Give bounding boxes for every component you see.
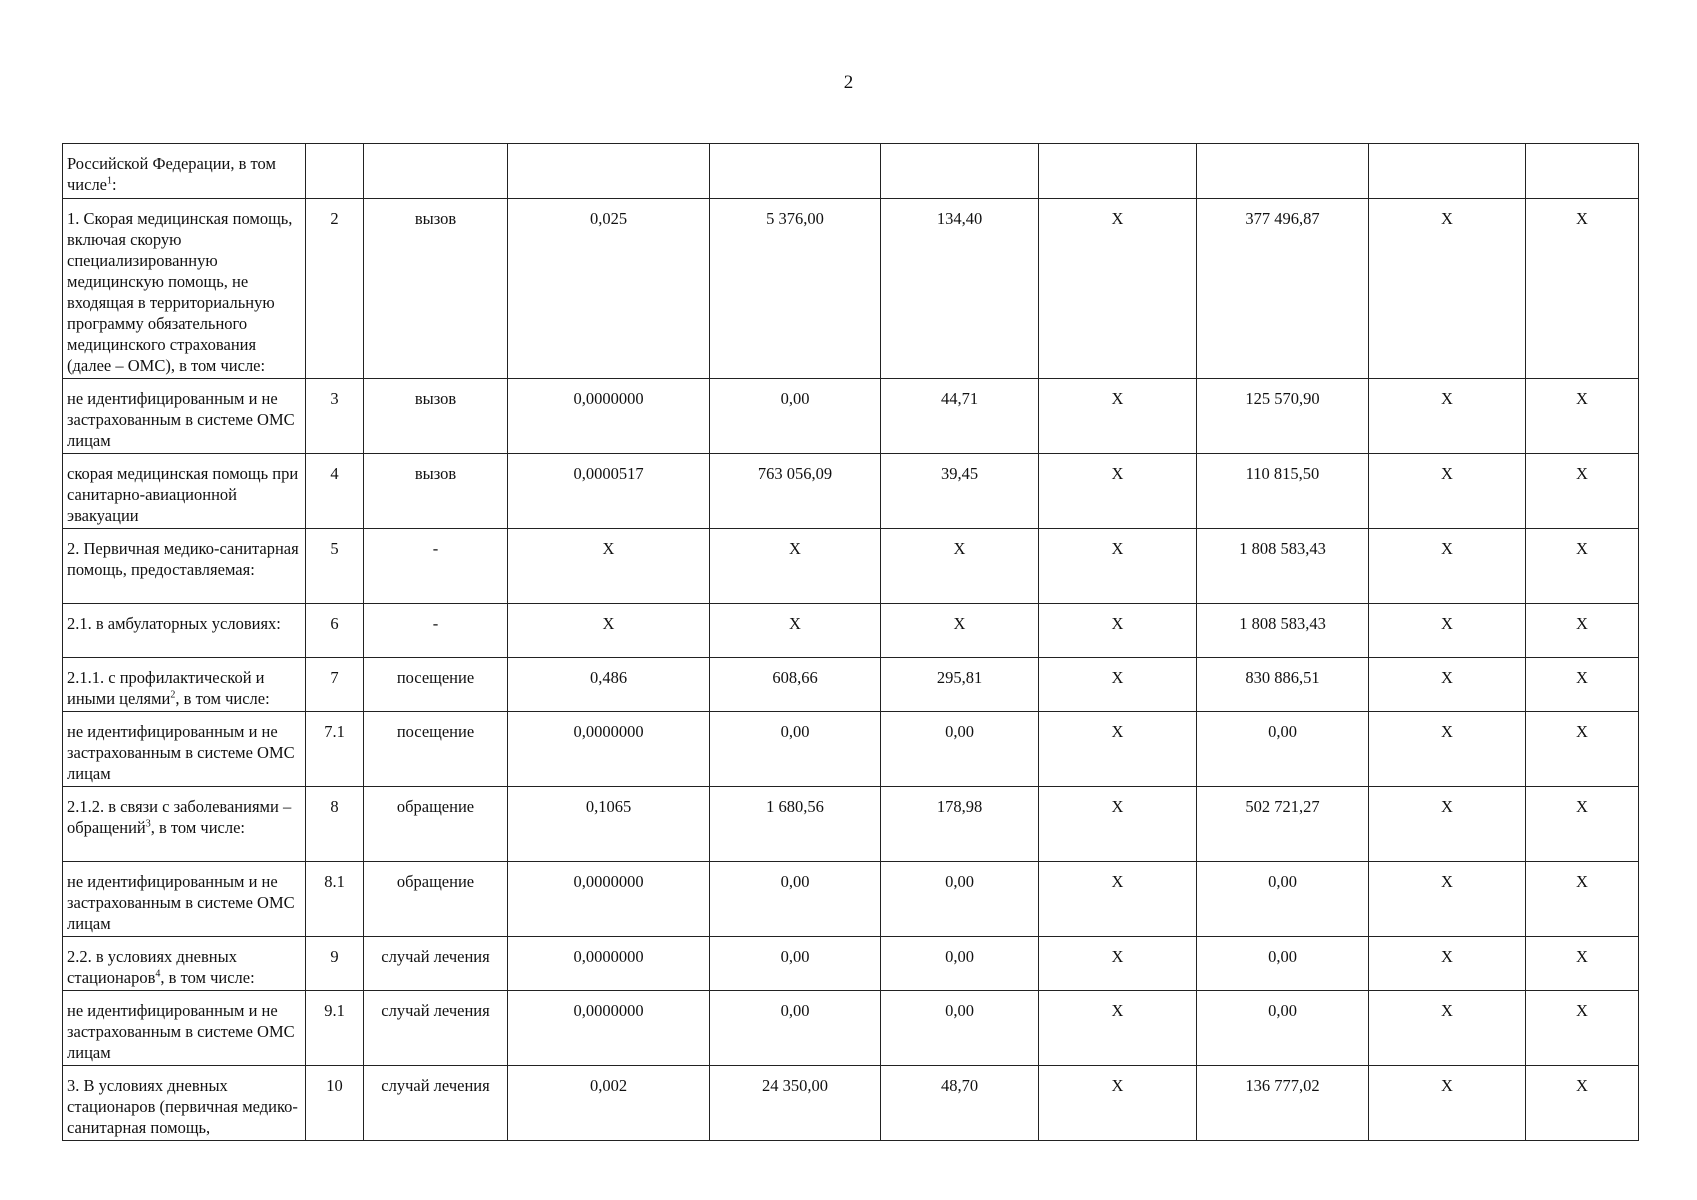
- row-name-cell: [63, 712, 306, 787]
- volume-cell: X: [508, 529, 710, 604]
- unit-cell: случай лечения: [364, 1066, 508, 1141]
- row-name-text: 2.1. в амбулаторных условиях:: [67, 614, 281, 633]
- percent-cell: X: [1526, 1066, 1639, 1141]
- oms-total-cell: X: [1369, 658, 1526, 712]
- row-number-cell: 6: [306, 604, 364, 658]
- cost-per-unit-cell: 1 680,56: [710, 787, 881, 862]
- row-name-text: 2.1.2. в связи с заболеваниями – обращений: [67, 797, 292, 837]
- oms-per-capita-cell: X: [1039, 1066, 1197, 1141]
- row-name-cell: [63, 787, 306, 862]
- financing-table: [62, 143, 1639, 1141]
- volume-cell: 0,486: [508, 658, 710, 712]
- total-cost-cell: 1 808 583,43: [1197, 529, 1369, 604]
- row-number-cell: 2: [306, 199, 364, 379]
- row-name-text: не идентифицированным и не застрахованным в системе ОМС лицам: [67, 1001, 295, 1062]
- footnote-marker: 4: [155, 968, 161, 980]
- cost-per-unit-cell: 24 350,00: [710, 1066, 881, 1141]
- percent-cell: X: [1526, 529, 1639, 604]
- oms-total-cell: X: [1369, 1066, 1526, 1141]
- table-row: [63, 1066, 1639, 1141]
- table-row: [63, 937, 1639, 991]
- row-number-cell: 10: [306, 1066, 364, 1141]
- row-name-cell: [63, 991, 306, 1066]
- volume-cell: 0,002: [508, 1066, 710, 1141]
- volume-cell: 0,0000000: [508, 379, 710, 454]
- row-name-text: не идентифицированным и не застрахованным в системе ОМС лицам: [67, 389, 295, 450]
- table-body: [63, 144, 1639, 1141]
- percent-cell: X: [1526, 991, 1639, 1066]
- volume-cell: 0,1065: [508, 787, 710, 862]
- cost-per-unit-cell: 0,00: [710, 379, 881, 454]
- total-cost-cell: 110 815,50: [1197, 454, 1369, 529]
- volume-cell: 0,0000000: [508, 991, 710, 1066]
- oms-total-cell: X: [1369, 379, 1526, 454]
- row-name-cell: [63, 379, 306, 454]
- row-name-text: , в том числе:: [175, 689, 270, 708]
- per-capita-cell: 295,81: [881, 658, 1039, 712]
- volume-cell: 0,0000000: [508, 712, 710, 787]
- volume-cell: 0,0000000: [508, 937, 710, 991]
- oms-total-cell: X: [1369, 991, 1526, 1066]
- cost-per-unit-cell: 0,00: [710, 862, 881, 937]
- volume-cell: 0,0000517: [508, 454, 710, 529]
- table-row: [63, 379, 1639, 454]
- percent-cell: X: [1526, 937, 1639, 991]
- total-cost-cell: 0,00: [1197, 862, 1369, 937]
- oms-per-capita-cell: X: [1039, 379, 1197, 454]
- volume-cell: X: [508, 604, 710, 658]
- unit-cell: обращение: [364, 787, 508, 862]
- row-number-cell: 8.1: [306, 862, 364, 937]
- total-cost-cell: 136 777,02: [1197, 1066, 1369, 1141]
- per-capita-cell: 0,00: [881, 862, 1039, 937]
- per-capita-cell: X: [881, 604, 1039, 658]
- volume-cell: 0,0000000: [508, 862, 710, 937]
- row-name-text: 3. В условиях дневных стационаров (первичная медико-санитарная помощь,: [67, 1076, 298, 1137]
- total-cost-cell: 830 886,51: [1197, 658, 1369, 712]
- percent-cell: X: [1526, 454, 1639, 529]
- row-name-cell: [63, 144, 306, 199]
- per-capita-cell: 178,98: [881, 787, 1039, 862]
- table-row: [63, 604, 1639, 658]
- cost-per-unit-cell: 0,00: [710, 937, 881, 991]
- oms-total-cell: X: [1369, 604, 1526, 658]
- total-cost-cell: 502 721,27: [1197, 787, 1369, 862]
- percent-cell: X: [1526, 658, 1639, 712]
- footnote-marker: 1: [107, 175, 113, 187]
- per-capita-cell: 0,00: [881, 712, 1039, 787]
- total-cost-cell: 1 808 583,43: [1197, 604, 1369, 658]
- unit-cell: посещение: [364, 712, 508, 787]
- row-number-cell: 5: [306, 529, 364, 604]
- row-name-cell: [63, 658, 306, 712]
- row-number-cell: 8: [306, 787, 364, 862]
- cost-per-unit-cell: 608,66: [710, 658, 881, 712]
- row-name-text: 2.1.1. с профилактической и иными целями: [67, 668, 265, 708]
- percent-cell: X: [1526, 379, 1639, 454]
- oms-total-cell: X: [1369, 529, 1526, 604]
- per-capita-cell: X: [881, 529, 1039, 604]
- footnote-marker: 2: [170, 689, 176, 701]
- total-cost-cell: 377 496,87: [1197, 199, 1369, 379]
- unit-cell: случай лечения: [364, 991, 508, 1066]
- row-name-text: , в том числе:: [160, 968, 255, 987]
- oms-total-cell: X: [1369, 862, 1526, 937]
- row-name-cell: [63, 1066, 306, 1141]
- volume-cell: [508, 144, 710, 199]
- unit-cell: вызов: [364, 199, 508, 379]
- row-name-text: 2. Первичная медико-санитарная помощь, предоставляемая:: [67, 539, 299, 579]
- table-row: [63, 787, 1639, 862]
- total-cost-cell: [1197, 144, 1369, 199]
- oms-total-cell: X: [1369, 712, 1526, 787]
- oms-per-capita-cell: X: [1039, 862, 1197, 937]
- unit-cell: обращение: [364, 862, 508, 937]
- table-row: [63, 862, 1639, 937]
- table-row: [63, 712, 1639, 787]
- table-row: [63, 454, 1639, 529]
- per-capita-cell: 48,70: [881, 1066, 1039, 1141]
- total-cost-cell: 0,00: [1197, 991, 1369, 1066]
- oms-per-capita-cell: X: [1039, 937, 1197, 991]
- oms-total-cell: X: [1369, 199, 1526, 379]
- percent-cell: X: [1526, 604, 1639, 658]
- row-name-cell: [63, 937, 306, 991]
- row-number-cell: 9.1: [306, 991, 364, 1066]
- cost-per-unit-cell: 0,00: [710, 712, 881, 787]
- percent-cell: X: [1526, 862, 1639, 937]
- oms-per-capita-cell: X: [1039, 712, 1197, 787]
- percent-cell: X: [1526, 199, 1639, 379]
- oms-total-cell: X: [1369, 454, 1526, 529]
- row-name-text: Российской Федерации, в том числе: [67, 154, 276, 194]
- oms-per-capita-cell: X: [1039, 991, 1197, 1066]
- row-number-cell: 4: [306, 454, 364, 529]
- table-row: [63, 991, 1639, 1066]
- percent-cell: X: [1526, 712, 1639, 787]
- per-capita-cell: 0,00: [881, 937, 1039, 991]
- per-capita-cell: 44,71: [881, 379, 1039, 454]
- per-capita-cell: 39,45: [881, 454, 1039, 529]
- oms-per-capita-cell: [1039, 144, 1197, 199]
- page-number: 2: [843, 72, 854, 93]
- unit-cell: -: [364, 529, 508, 604]
- cost-per-unit-cell: 763 056,09: [710, 454, 881, 529]
- per-capita-cell: 134,40: [881, 199, 1039, 379]
- row-name-text: скорая медицинская помощь при санитарно-авиационной эвакуации: [67, 464, 299, 525]
- unit-cell: [364, 144, 508, 199]
- row-name-cell: [63, 862, 306, 937]
- row-number-cell: 9: [306, 937, 364, 991]
- oms-per-capita-cell: X: [1039, 529, 1197, 604]
- total-cost-cell: 0,00: [1197, 937, 1369, 991]
- total-cost-cell: 125 570,90: [1197, 379, 1369, 454]
- cost-per-unit-cell: [710, 144, 881, 199]
- per-capita-cell: [881, 144, 1039, 199]
- row-name-text: 2.2. в условиях дневных стационаров: [67, 947, 237, 987]
- cost-per-unit-cell: X: [710, 604, 881, 658]
- cost-per-unit-cell: 0,00: [710, 991, 881, 1066]
- oms-total-cell: X: [1369, 937, 1526, 991]
- footnote-marker: 3: [145, 818, 151, 830]
- percent-cell: [1526, 144, 1639, 199]
- row-number-cell: 7: [306, 658, 364, 712]
- table-row: [63, 144, 1639, 199]
- cost-per-unit-cell: X: [710, 529, 881, 604]
- row-name-text: :: [112, 175, 117, 194]
- table-row: [63, 199, 1639, 379]
- row-name-text: не идентифицированным и не застрахованным в системе ОМС лицам: [67, 872, 295, 933]
- percent-cell: X: [1526, 787, 1639, 862]
- row-name-text: , в том числе:: [150, 818, 246, 837]
- total-cost-cell: 0,00: [1197, 712, 1369, 787]
- oms-per-capita-cell: X: [1039, 787, 1197, 862]
- row-name-text: 1. Скорая медицинская помощь, включая скорую специализированную медицинскую помощь, не входящая в территориальную программу обязательного медицинского страхования (далее – ОМС), в том числе:: [67, 209, 293, 375]
- unit-cell: случай лечения: [364, 937, 508, 991]
- oms-per-capita-cell: X: [1039, 658, 1197, 712]
- unit-cell: посещение: [364, 658, 508, 712]
- unit-cell: вызов: [364, 454, 508, 529]
- volume-cell: 0,025: [508, 199, 710, 379]
- row-number-cell: [306, 144, 364, 199]
- row-name-cell: [63, 199, 306, 379]
- row-number-cell: 7.1: [306, 712, 364, 787]
- unit-cell: вызов: [364, 379, 508, 454]
- oms-total-cell: X: [1369, 787, 1526, 862]
- row-name-text: не идентифицированным и не застрахованным в системе ОМС лицам: [67, 722, 295, 783]
- unit-cell: -: [364, 604, 508, 658]
- oms-per-capita-cell: X: [1039, 604, 1197, 658]
- row-number-cell: 3: [306, 379, 364, 454]
- table-row: [63, 529, 1639, 604]
- row-name-cell: [63, 529, 306, 604]
- table-row: [63, 658, 1639, 712]
- oms-total-cell: [1369, 144, 1526, 199]
- oms-per-capita-cell: X: [1039, 454, 1197, 529]
- per-capita-cell: 0,00: [881, 991, 1039, 1066]
- oms-per-capita-cell: X: [1039, 199, 1197, 379]
- row-name-cell: [63, 454, 306, 529]
- cost-per-unit-cell: 5 376,00: [710, 199, 881, 379]
- row-name-cell: [63, 604, 306, 658]
